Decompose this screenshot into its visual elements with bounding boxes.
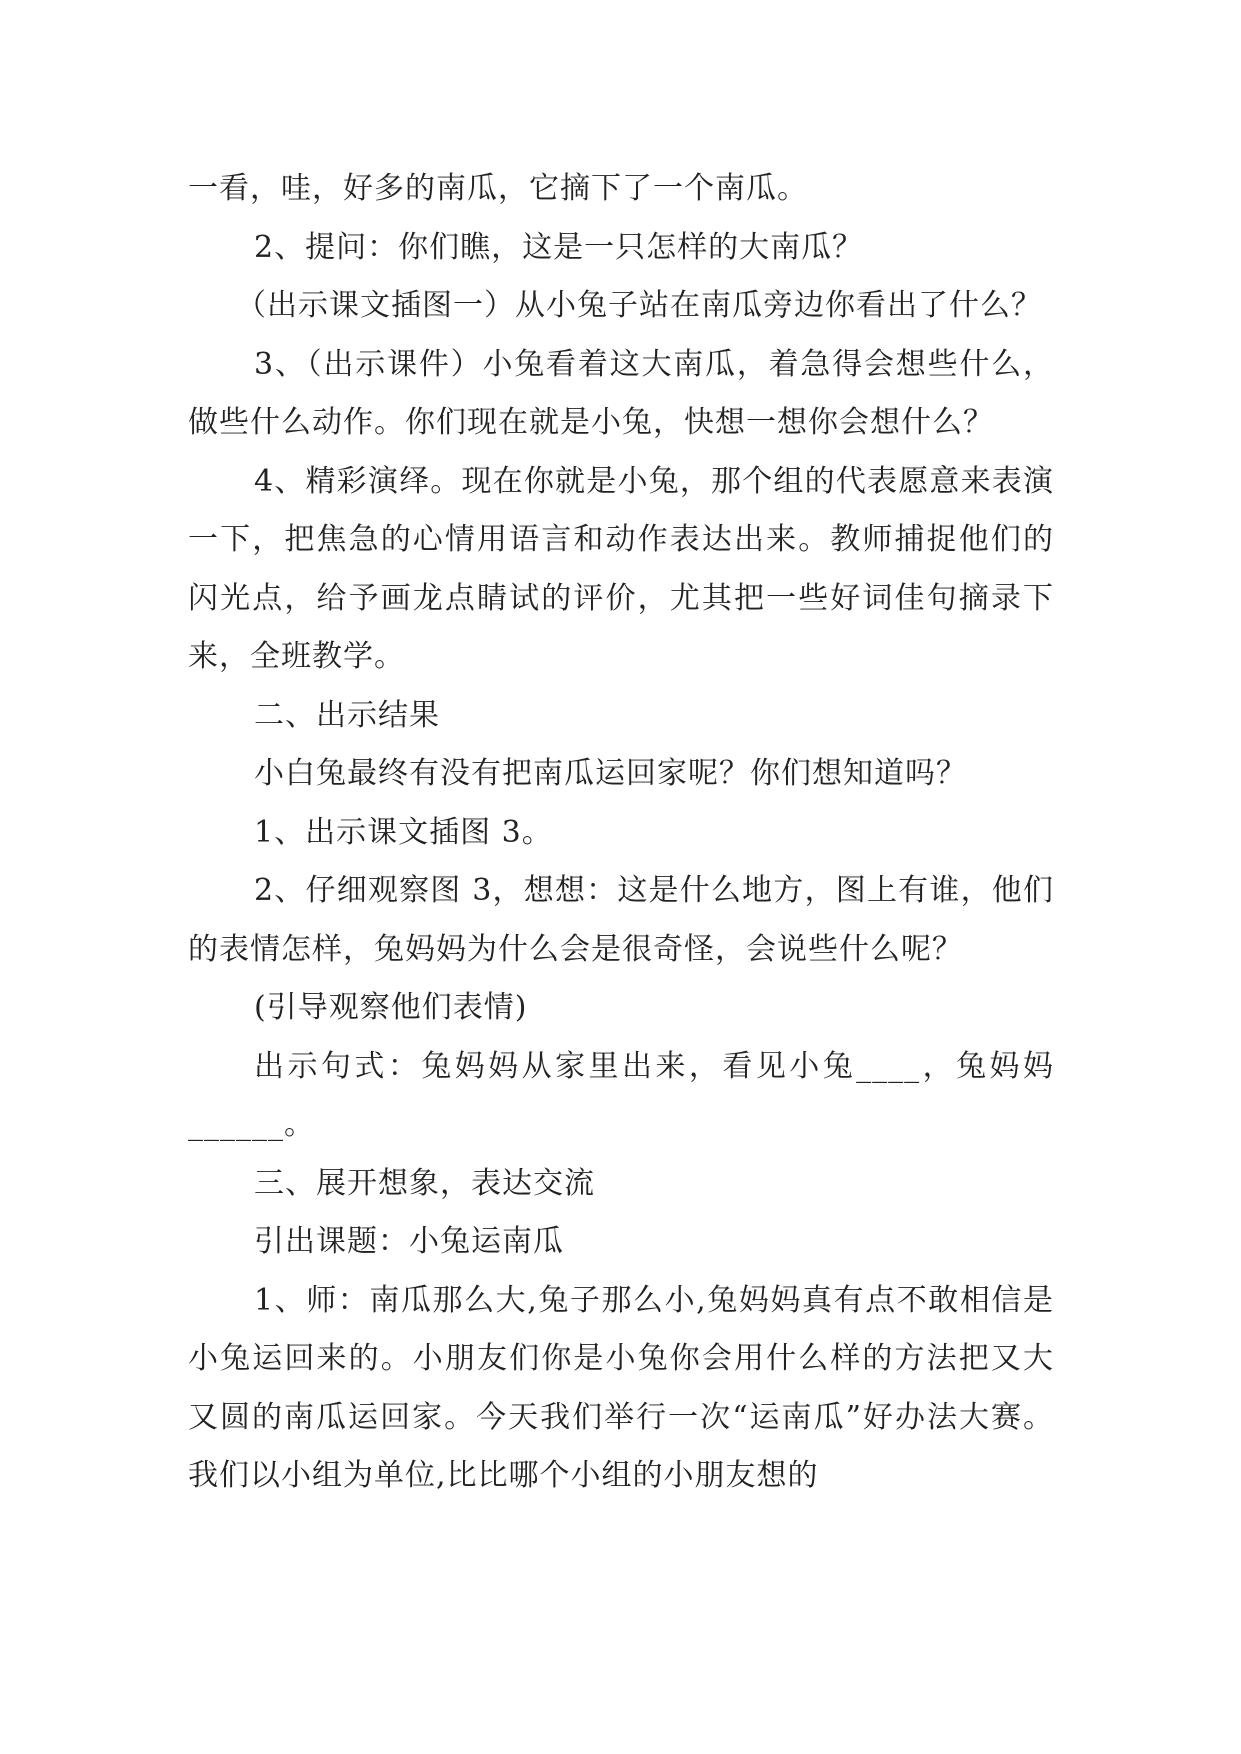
section-heading: 三、展开想象，表达交流 [254, 1165, 595, 1201]
paragraph: 小白兔最终有没有把南瓜运回家呢？你们想知道吗？ [254, 756, 967, 791]
section-heading: 二、出示结果 [254, 697, 440, 733]
paragraph: （出示课文插图一）从小兔子站在南瓜旁边你看出了什么？ [236, 288, 1042, 323]
paragraph: 引出课题：小兔运南瓜 [254, 1224, 564, 1259]
paragraph: 4、精彩演绎。现在你就是小兔，那个组的代表愿意来表演一下，把焦急的心情用语言和动作表达出来。教师捕捉他们的闪光点，给予画龙点睛试的评价，尤其把一些好词佳句摘录下来，全班教学。 [188, 463, 1054, 674]
paragraph: 1、出示课文插图 3。 [254, 814, 553, 850]
paragraph: 一看，哇，好多的南瓜，它摘下了一个南瓜。 [188, 171, 808, 206]
paragraph: 2、仔细观察图 3，想想：这是什么地方，图上有谁，他们的表情怎样，兔妈妈为什么会是很奇怪，会说些什么呢？ [188, 873, 1054, 967]
document-page [188, 160, 1054, 1506]
paragraph: 3、（出示课件）小兔看着这大南瓜，着急得会想些什么，做些什么动作。你们现在就是小兔，快想一想你会想什么？ [188, 346, 1054, 440]
paragraph: 出示句式：兔妈妈从家里出来，看见小兔____，兔妈妈______。 [188, 1048, 1054, 1142]
paragraph: 1、师：南瓜那么大,兔子那么小,兔妈妈真有点不敢相信是小兔运回来的。小朋友们你是小兔你会用什么样的方法把又大又圆的南瓜运回家。今天我们举行一次“运南瓜”好办法大赛。我们以小组为单位,比比哪个小组的小朋友想的 [188, 1282, 1054, 1493]
paragraph: (引导观察他们表情) [254, 990, 528, 1025]
paragraph: 2、提问：你们瞧，这是一只怎样的大南瓜？ [254, 229, 864, 265]
